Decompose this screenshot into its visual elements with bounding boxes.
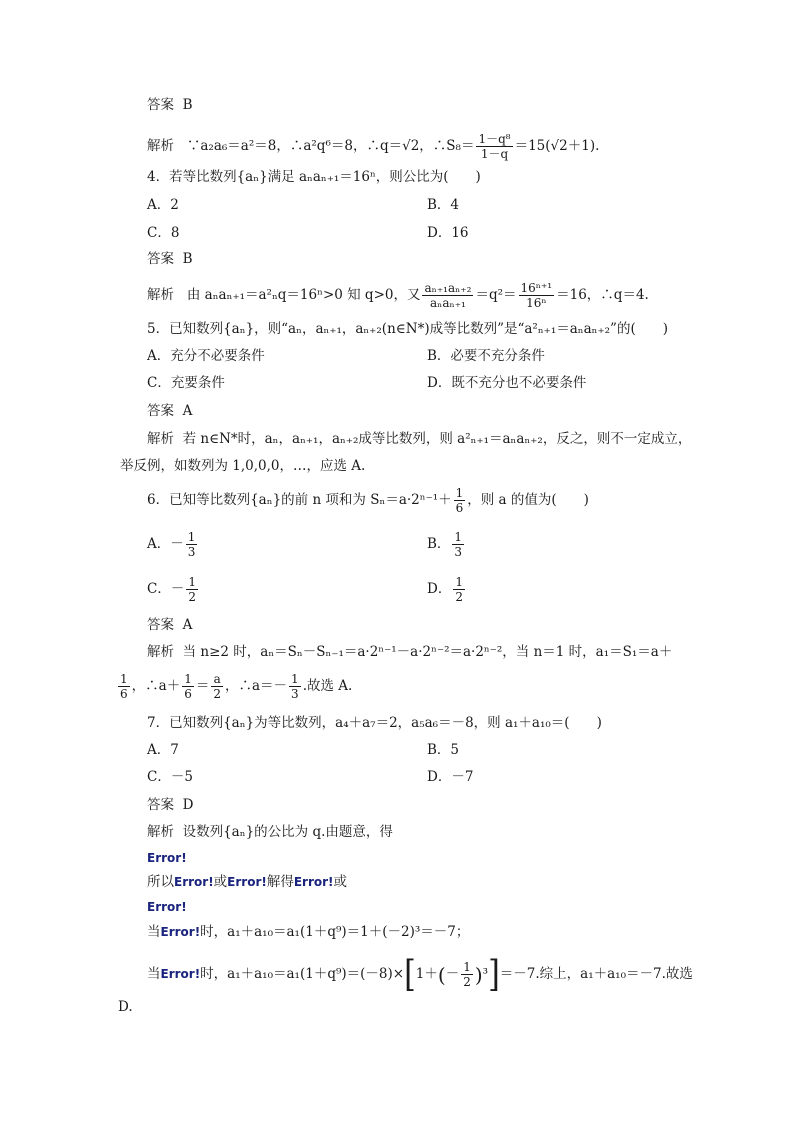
q3-analysis-line: [147, 132, 599, 161]
q5-solution-line1: 若 n∈N*时，aₙ，aₙ₊₁，aₙ₊₂成等比数列，则 a²ₙ₊₁＝aₙaₙ₊₂，反之，则不一定成立，: [182, 431, 692, 447]
q3-solution-part1: ∵a₂a₆＝a²＝8，∴a²q⁶＝8，∴q＝√2，∴S₈＝: [186, 138, 475, 154]
q4-option-c: C．8: [147, 225, 180, 241]
q7-error-2: [147, 898, 187, 916]
q7-final: D.: [118, 999, 133, 1015]
q4-analysis-line: [147, 281, 649, 310]
q3-answer-line: [147, 96, 193, 114]
q5-option-d: D．既不充分也不必要条件: [427, 375, 587, 391]
q4-stem: 4．若等比数列{aₙ}满足 aₙaₙ₊₁＝16ⁿ，则公比为( ): [147, 169, 481, 185]
q7-case1-line: 当Error!时，a₁＋a₁₀＝a₁(1＋q⁹)＝1＋(－2)³＝－7；: [147, 924, 470, 940]
q6-stem-part2: ，则 a 的值为( ): [467, 492, 589, 508]
q4-option-a: A．2: [147, 197, 179, 213]
q5-solution-line2: 举反例，如数列为 1,0,0,0，…，应选 A.: [120, 458, 366, 474]
q4-option-b: B．4: [427, 197, 460, 213]
answer-label: 答案: [147, 797, 174, 813]
q7-suoyi-line: 所以Error!或Error!解得Error!或: [147, 874, 348, 890]
q4-fraction-1: $\frac{\text{aₙ₊₁aₙ₊₂}}{\text{aₙaₙ₊₁}}$: [424, 281, 472, 310]
q6-stem-part1: 6．已知等比数列{aₙ}的前 n 项和为 Sₙ＝a·2ⁿ⁻¹＋: [147, 492, 452, 508]
q6-analysis-line: [147, 643, 672, 661]
q6-solution-line2: $\frac{1}{6}$ ，∴a＋ $\frac{1}{6}$ ＝ $\frac{a}{2}$ ，∴a＝－ $\frac{1}{3}$ .故选 A.: [120, 672, 353, 701]
q6-solution-line1: 当 n≥2 时，aₙ＝Sₙ－Sₙ₋₁＝a·2ⁿ⁻¹－a·2ⁿ⁻²＝a·2ⁿ⁻²，当 n＝1 时，a₁＝S₁＝a＋: [182, 644, 673, 660]
q7-case2-line: 当Error!时，a₁＋a₁₀＝a₁(1＋q⁹)＝(－8)×[1＋(－ $\frac{1}{2}$ )³]＝－7.综上，a₁＋a₁₀＝－7.故选: [147, 952, 693, 995]
q7-solution-line1: 设数列{aₙ}的公比为 q.由题意，得: [182, 824, 393, 840]
analysis-label: 解析: [147, 287, 174, 303]
analysis-label: 解析: [147, 824, 174, 840]
q6-option-a: A．－ $\frac{1}{3}$: [147, 530, 196, 559]
q3-fraction: $\frac{\text{1－q⁸}}{1-q}$: [478, 132, 511, 161]
q5-option-a: A．充分不必要条件: [147, 348, 265, 364]
answer-value: B: [182, 97, 193, 113]
q6-option-b: B． $\frac{1}{3}$: [427, 530, 463, 559]
answer-label: 答案: [147, 617, 174, 633]
answer-value: A: [182, 403, 193, 419]
q6-stem: [147, 486, 589, 515]
answer-label: 答案: [147, 97, 174, 113]
q6-answer-line: [147, 616, 192, 634]
q7-error-1: [147, 849, 187, 867]
q6-option-d: D． $\frac{1}{2}$: [427, 575, 463, 604]
answer-value: A: [182, 617, 193, 633]
q4-option-d: D．16: [427, 225, 469, 241]
q5-stem: 5．已知数列{aₙ}，则“aₙ，aₙ₊₁，aₙ₊₂(n∈N*)成等比数列”是“a²ₙ₊₁＝aₙaₙ₊₂”的( ): [147, 321, 668, 337]
q4-solution-part3: ＝16，∴q＝4.: [556, 287, 649, 303]
q7-option-a: A．7: [147, 742, 179, 758]
q7-option-b: B．5: [427, 742, 460, 758]
analysis-label: 解析: [147, 644, 174, 660]
q7-stem: 7．已知数列{aₙ}为等比数列，a₄＋a₇＝2，a₅a₆＝－8，则 a₁＋a₁₀＝( ): [147, 715, 602, 731]
q5-answer-line: [147, 402, 192, 420]
answer-value: B: [182, 251, 193, 267]
error-marker: Error!: [147, 900, 187, 914]
q4-answer-line: [147, 250, 193, 268]
analysis-label: 解析: [147, 138, 174, 154]
analysis-label: 解析: [147, 431, 174, 447]
q4-solution-part1: 由 aₙaₙ₊₁＝a²ₙq＝16ⁿ>0 知 q>0，又: [186, 287, 421, 303]
error-marker: Error!: [147, 851, 187, 865]
answer-label: 答案: [147, 251, 174, 267]
q7-option-c: C．－5: [147, 769, 193, 785]
q6-stem-fraction: $\frac{1}{6}$: [455, 486, 464, 515]
q7-option-d: D．－7: [427, 769, 474, 785]
q6-option-c: C．－ $\frac{1}{2}$: [147, 575, 196, 604]
answer-value: D: [182, 797, 194, 813]
q4-solution-part2: ＝q²＝: [475, 287, 517, 303]
q3-solution-part2: ＝15(√2＋1).: [514, 138, 600, 154]
q5-analysis-line: [147, 430, 691, 448]
answer-label: 答案: [147, 403, 174, 419]
q5-option-b: B．必要不充分条件: [427, 348, 545, 364]
q7-answer-line: [147, 796, 193, 814]
q7-analysis-line: [147, 823, 393, 841]
q5-option-c: C．充要条件: [147, 375, 225, 391]
q4-fraction-2: $\frac{\text{16ⁿ⁺¹}}{\text{16ⁿ}}$: [520, 281, 553, 310]
